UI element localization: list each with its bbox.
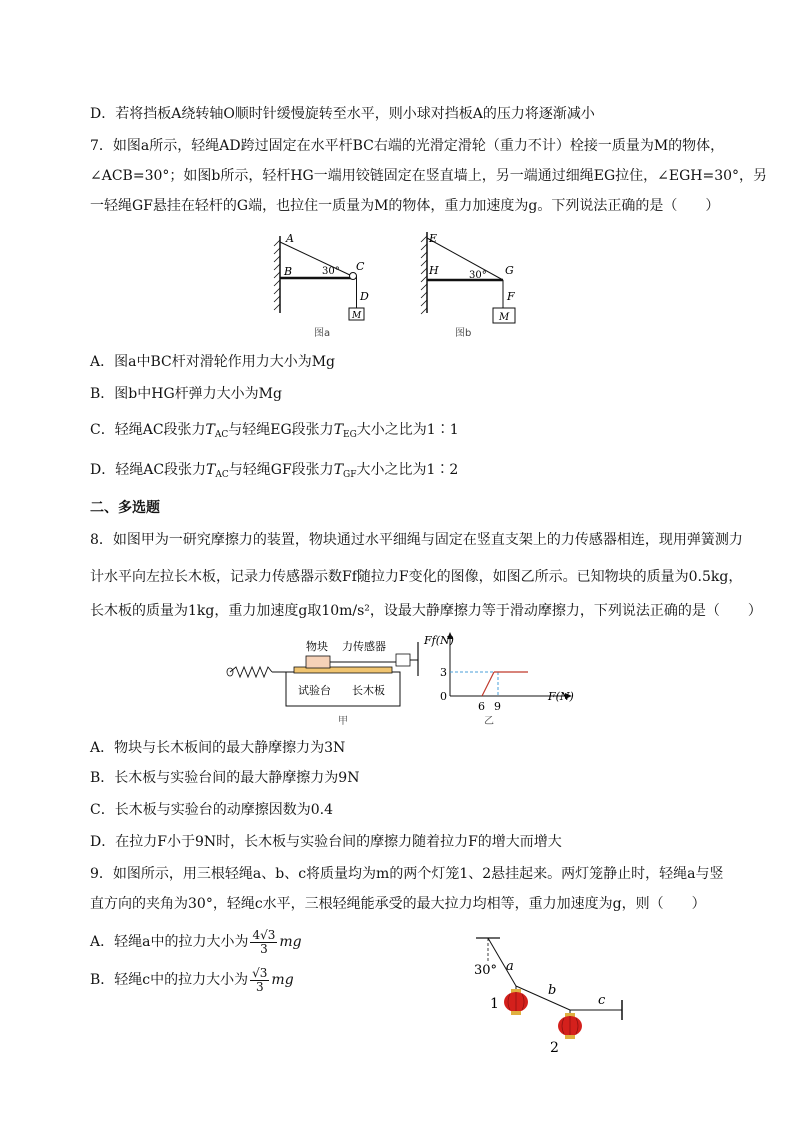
lantern-fig-rope-a: a [506, 959, 514, 974]
q7-option-c-t1-sub: AC [214, 430, 229, 440]
lantern-fig-label-1: 1 [490, 996, 499, 1012]
fig-b-label-e: E [429, 232, 438, 245]
q9-option-a-unit: mg [279, 934, 302, 950]
q9-option-b-fraction [250, 967, 269, 994]
q8-option-b: B．长木板与实验台间的最大静摩擦力为9N [90, 770, 360, 786]
q7-stem-line3: 一轻绳GF悬挂在轻杆的G端，也拉住一质量为M的物体，重力加速度为g。下列说法正确的是（ ） [90, 198, 720, 214]
q7-figure-b [415, 228, 535, 340]
fig-a-label-b: B [284, 265, 293, 278]
fig-a-label-a: A [286, 232, 294, 245]
fig-jia-table-label: 试验台 [298, 684, 331, 697]
fig-a-caption: 图a [314, 328, 331, 339]
q7-option-d-text1: D．轻绳AC段张力 [90, 462, 207, 478]
q9-option-b-unit: mg [271, 972, 294, 988]
q7-option-c-t1: T [205, 422, 215, 438]
q7-option-d [90, 460, 458, 485]
q9-option-a-fraction [250, 929, 277, 956]
fig-a-angle: 30° [322, 266, 340, 277]
q9-option-b-denominator: 3 [255, 979, 264, 994]
q7-figure-a [268, 228, 388, 340]
q7-option-c-t2-sub: EG [343, 430, 357, 440]
q7-option-a: A．图a中BC杆对滑轮作用力大小为Mg [90, 354, 336, 370]
fig-yi-xlabel: F(N) [548, 690, 574, 703]
q8-figure-yi [420, 630, 580, 726]
section-multiple-choice: 二、多选题 [90, 500, 160, 516]
q6-option-d: D．若将挡板A绕转轴O顺时针缓慢旋转至水平，则小球对挡板A的压力将逐渐减小 [90, 106, 595, 122]
fig-b-label-f: F [507, 290, 515, 303]
fig-yi-tick-3: 3 [440, 666, 447, 679]
q7-option-d-text2: 与轻绳GF段张力 [228, 462, 334, 478]
q9-stem-line2: 直方向的夹角为30°，轻绳c水平，三根轻绳能承受的最大拉力均相等，重力加速度为g，则（ ） [90, 896, 706, 912]
q7-stem-line1: 7．如图a所示，轻绳AD跨过固定在水平杆BC右端的光滑定滑轮（重力不计）栓接一质量为M的物体， [90, 138, 725, 154]
q7-option-d-t1: T [206, 462, 216, 478]
fig-jia-sensor-label: 力传感器 [342, 640, 386, 653]
q9-option-b-text: B．轻绳c中的拉力大小为 [90, 972, 249, 988]
fig-yi-caption: 乙 [484, 716, 494, 726]
q8-option-a: A．物块与长木板间的最大静摩擦力为3N [90, 740, 346, 756]
q9-option-b-numerator: √3 [252, 965, 268, 980]
q9-option-b [90, 966, 294, 994]
q7-option-d-t2: T [333, 462, 344, 478]
q8-option-d: D．在拉力F小于9N时，长木板与实验台间的摩擦力随着拉力F的增大而增大 [90, 834, 562, 850]
q9-lantern-figure [466, 932, 636, 1058]
fig-yi-tick-9: 9 [494, 700, 501, 713]
q8-option-c: C．长木板与实验台的动摩擦因数为0.4 [90, 802, 333, 818]
q7-option-c-text2: 与轻绳EG段张力 [228, 422, 334, 438]
q7-option-d-t1-sub: AC [215, 470, 229, 480]
fig-jia-block-label: 物块 [306, 640, 328, 653]
fig-b-caption: 图b [455, 328, 472, 339]
fig-b-label-h: H [429, 264, 439, 277]
q7-option-c [90, 420, 459, 445]
q8-stem-line2: 计水平向左拉长木板，记录力传感器示数Ff随拉力F变化的图像，如图乙所示。已知物块的质量为0.5kg， [90, 569, 743, 585]
fig-jia-caption: 甲 [338, 716, 348, 726]
q9-stem-line1: 9．如图所示，用三根轻绳a、b、c将质量均为m的两个灯笼1、2悬挂起来。两灯笼静止时，轻绳a与竖 [90, 866, 724, 882]
lantern-fig-angle: 30° [474, 963, 498, 978]
fig-a-label-m: M [352, 311, 362, 321]
fig-yi-tick-0: 0 [440, 690, 447, 703]
q7-option-b: B．图b中HG杆弹力大小为Mg [90, 386, 282, 402]
q7-option-c-text3: 大小之比为1∶1 [356, 422, 459, 438]
lantern-fig-rope-c: c [598, 993, 606, 1008]
fig-b-label-m: M [499, 312, 510, 323]
q9-option-a-text: A．轻绳a中的拉力大小为 [90, 934, 249, 950]
fig-b-angle: 30° [469, 270, 487, 281]
lantern-fig-rope-b: b [548, 983, 557, 998]
q7-option-c-text1: C．轻绳AC段张力 [90, 422, 206, 438]
q8-stem-line3: 长木板的质量为1kg，重力加速度g取10m/s²，设最大静摩擦力等于滑动摩擦力，下列说法正确的是（ ） [90, 603, 762, 619]
q8-stem-line1: 8．如图甲为一研究摩擦力的装置，物块通过水平细绳与固定在竖直支架上的力传感器相连，现用弹簧测力 [90, 532, 743, 548]
fig-a-label-d: D [360, 290, 369, 303]
q9-option-a-denominator: 3 [260, 941, 268, 956]
q7-stem-line2: ∠ACB=30°；如图b所示，轻杆HG一端用铰链固定在竖直墙上，另一端通过细绳EG拉住，∠EGH=30°，另 [90, 168, 768, 184]
fig-yi-tick-6: 6 [478, 700, 485, 713]
fig-yi-ylabel: Ff(N) [424, 634, 454, 647]
q8-figure-jia [226, 636, 422, 726]
lantern-fig-label-2: 2 [550, 1040, 559, 1056]
fig-b-label-g: G [505, 264, 514, 277]
q9-option-a-numerator: 4√3 [252, 927, 276, 942]
fig-jia-board-label: 长木板 [352, 684, 385, 697]
fig-a-label-c: C [356, 260, 365, 273]
q9-option-a [90, 928, 302, 956]
q7-option-d-t2-sub: GF [343, 470, 357, 480]
q7-option-c-t2: T [333, 422, 344, 438]
q7-option-d-text3: 大小之比为1∶2 [356, 462, 459, 478]
